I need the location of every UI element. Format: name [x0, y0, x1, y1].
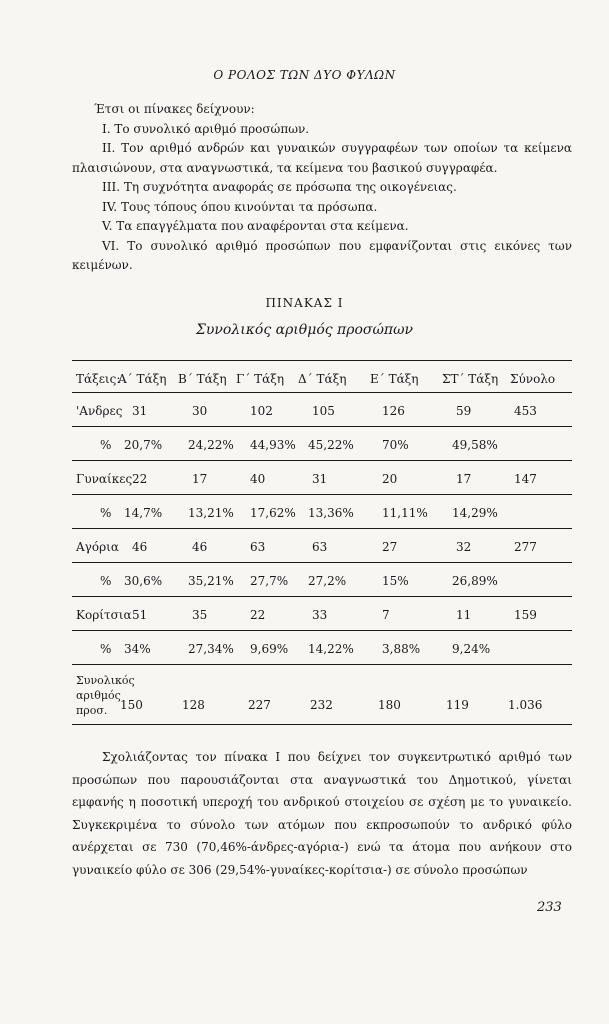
total-cell: 232: [310, 698, 333, 712]
running-head: Ο ΡΟΛΟΣ ΤΩΝ ΔΥΟ ΦΥΛΩΝ: [213, 68, 396, 82]
column-header: Δ΄ Τάξη: [298, 372, 347, 386]
row-label: %: [100, 574, 112, 588]
table-cell: 3,88%: [382, 642, 421, 656]
table-cell: 102: [250, 404, 273, 418]
table-title: ΠΙΝΑΚΑΣ Ι: [265, 296, 344, 310]
column-header: Ε΄ Τάξη: [370, 372, 419, 386]
table-cell: 46: [132, 540, 148, 554]
table-cell: 13,36%: [308, 506, 354, 520]
table-cell: 27: [382, 540, 398, 554]
intro-item-4: ΙV. Τους τόπους όπου κινούνται τα πρόσωπα.: [102, 199, 378, 214]
table-cell: 44,93%: [250, 438, 296, 452]
row-label: Γυναίκες: [76, 472, 133, 486]
total-cell: 227: [248, 698, 271, 712]
table-cell: 27,34%: [188, 642, 234, 656]
table-cell: 147: [514, 472, 537, 486]
table-cell: 105: [312, 404, 335, 418]
table-cell: 20: [382, 472, 398, 486]
table-rule: [72, 630, 572, 631]
intro-item-6: VI. Το συνολικό αριθμό προσώπων που εμφανίζονται στις εικόνες των κειμένων.: [72, 238, 572, 272]
table-cell: 24,22%: [188, 438, 234, 452]
table-cell: 11: [456, 608, 472, 622]
table-subtitle: Συνολικός αριθμός προσώπων: [196, 322, 413, 338]
table-rule: [72, 392, 572, 393]
column-header: Τάξεις:: [76, 372, 121, 386]
intro-lead: Έτσι οι πίνακες δείχνουν:: [94, 102, 255, 116]
body-paragraph: Σχολιάζοντας τον πίνακα Ι που δείχνει τον συγκεντρωτικό αριθμό των προσώπων που παρουσιάζονται στα αναγνωστικά του Δημοτικού, γίνεται εμφανής η ποσοτική υπεροχή του ανδρικού στοιχείου σε σχέση με το γυναικείο. Συγκεκριμένα το σύνολο των ατόμων που εκπροσωπούν το ανδρικό φύλο ανέρχεται σε 730 (70,46%-άνδρες-αγόρια-) ενώ τα άτομα που ανήκουν στο γυναικείο φύλο σε 306 (29,54%-γυναίκες-κορίτσια-) σε σύνολο προσώπων: [72, 750, 572, 877]
table-cell: 20,7%: [124, 438, 163, 452]
table-cell: 31: [312, 472, 328, 486]
table-cell: 63: [312, 540, 328, 554]
table-cell: 30,6%: [124, 574, 163, 588]
table-cell: 22: [250, 608, 266, 622]
column-header: Γ΄ Τάξη: [236, 372, 285, 386]
table-cell: 14,22%: [308, 642, 354, 656]
table-rule: [72, 664, 572, 665]
table-cell: 159: [514, 608, 537, 622]
table-cell: 59: [456, 404, 472, 418]
column-header: Β΄ Τάξη: [178, 372, 227, 386]
table-cell: 40: [250, 472, 266, 486]
table-cell: 45,22%: [308, 438, 354, 452]
table-cell: 14,7%: [124, 506, 163, 520]
table-cell: 49,58%: [452, 438, 498, 452]
table-cell: 22: [132, 472, 148, 486]
table-cell: 31: [132, 404, 148, 418]
table-cell: 13,21%: [188, 506, 234, 520]
table-cell: 17,62%: [250, 506, 296, 520]
table-cell: 51: [132, 608, 148, 622]
table-cell: 15%: [382, 574, 409, 588]
intro-item-3: ΙΙΙ. Τη συχνότητα αναφοράς σε πρόσωπα της οικογένειας.: [102, 180, 457, 194]
table-cell: 35,21%: [188, 574, 234, 588]
table-rule: [72, 596, 572, 597]
table-cell: 17: [456, 472, 472, 486]
total-row-label: Συνολικός: [76, 674, 135, 687]
intro-section: [72, 100, 572, 276]
table-cell: 27,7%: [250, 574, 289, 588]
row-label: Κορίτσια: [76, 608, 132, 622]
row-label: %: [100, 506, 112, 520]
table-cell: 126: [382, 404, 405, 418]
intro-item-1: Ι. Το συνολικό αριθμό προσώπων.: [102, 121, 310, 136]
table-rule: [72, 360, 572, 361]
table-cell: 70%: [382, 438, 409, 452]
table-rule: [72, 724, 572, 725]
table-cell: 9,24%: [452, 642, 491, 656]
body-text: [72, 746, 572, 881]
table-rule: [72, 460, 572, 461]
row-label: %: [100, 438, 112, 452]
table-rule: [72, 494, 572, 495]
total-cell: 1.036: [508, 698, 543, 712]
table-rule: [72, 426, 572, 427]
total-row-label: προσ.: [76, 704, 108, 717]
row-label: %: [100, 642, 112, 656]
table-cell: 277: [514, 540, 537, 554]
table-cell: 33: [312, 608, 328, 622]
table-cell: 35: [192, 608, 208, 622]
column-header: Α΄ Τάξη: [118, 372, 167, 386]
table-cell: 17: [192, 472, 208, 486]
table-cell: 34%: [124, 642, 151, 656]
row-label: 'Ανδρες: [76, 404, 123, 418]
total-cell: 119: [446, 698, 469, 712]
intro-item-2: ΙΙ. Τον αριθμό ανδρών και γυναικών συγγραφέων των οποίων τα κείμενα πλαισιώνουν, στα αναγνωστικά, τα κείμενα του βασικού συγγραφέα.: [72, 141, 572, 175]
table-cell: 27,2%: [308, 574, 347, 588]
page-number: 233: [537, 900, 562, 915]
table-cell: 9,69%: [250, 642, 289, 656]
table-rule: [72, 528, 572, 529]
intro-item-5: V. Τα επαγγέλματα που αναφέρονται στα κείμενα.: [102, 219, 409, 233]
total-row-label: αριθμός: [76, 689, 121, 702]
table-cell: 63: [250, 540, 266, 554]
column-header: ΣΤ΄ Τάξη: [442, 372, 499, 386]
total-cell: 150: [120, 698, 143, 712]
table-rule: [72, 562, 572, 563]
table-cell: 26,89%: [452, 574, 498, 588]
total-cell: 180: [378, 698, 401, 712]
table-cell: 11,11%: [382, 506, 428, 520]
table-cell: 7: [382, 608, 390, 622]
table-cell: 30: [192, 404, 208, 418]
table-cell: 453: [514, 404, 537, 418]
column-header: Σύνολο: [510, 372, 556, 386]
row-label: Αγόρια: [76, 540, 119, 554]
table-cell: 46: [192, 540, 208, 554]
total-cell: 128: [182, 698, 205, 712]
table-cell: 14,29%: [452, 506, 498, 520]
table-cell: 32: [456, 540, 472, 554]
